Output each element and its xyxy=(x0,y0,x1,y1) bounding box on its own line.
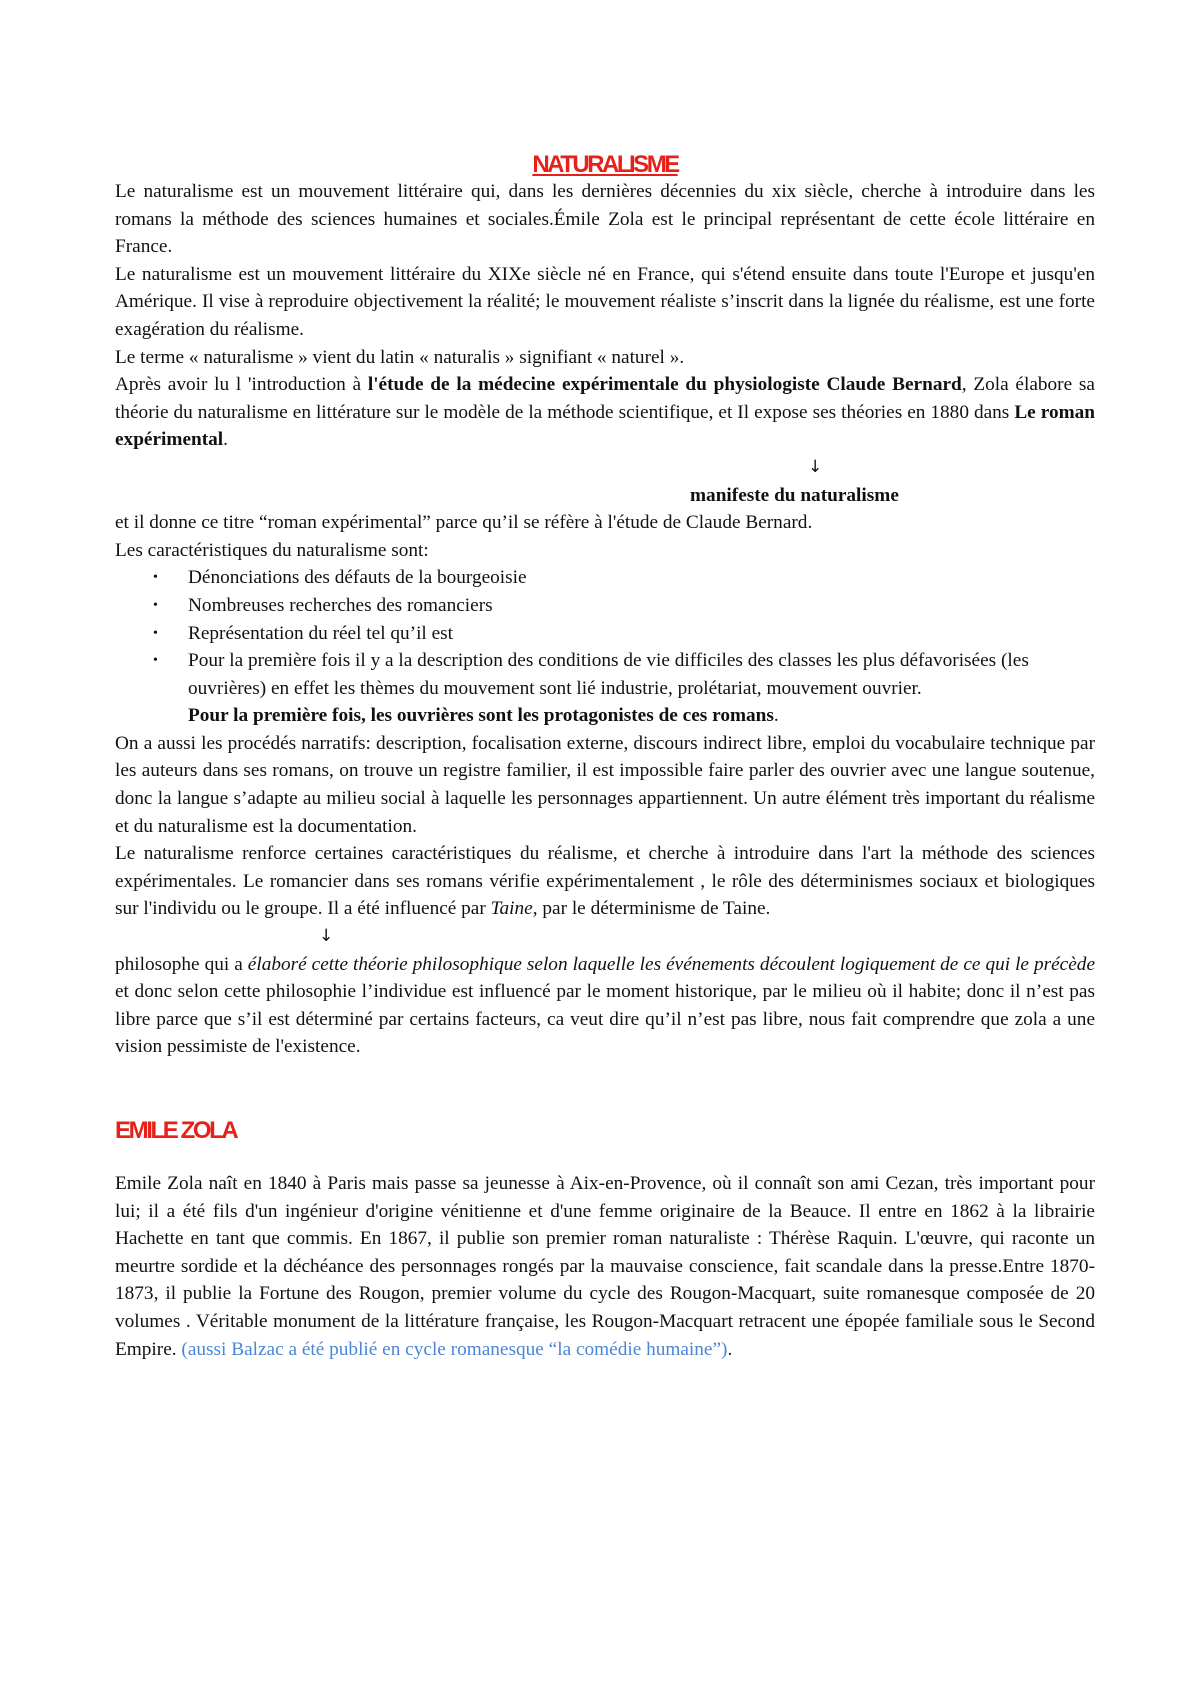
paragraph-narrative-devices: On a aussi les procédés narratifs: description, focalisation externe, discours indirect libre, emploi du vocabulaire technique par les auteurs dans ses romans, on trouve un registre familier, il est impossible faire parler des ouvrier avec une langue soutenue, donc la langue s’adapte au milieu social à laquelle les personnages appartiennent. Un autre élément très important du réalisme et du naturalisme est la documentation. xyxy=(115,732,1095,837)
bold-study-title: l'étude de la médecine expérimentale du physiologiste Claude Bernard xyxy=(367,374,962,396)
paragraph-origin: Le naturalisme est un mouvement littéraire du XIXe siècle né en France, qui s'étend ensuite dans toute l'Europe et jusqu'en Amérique. Il vise à reproduire objectivement la réalité; le mouvement réaliste s’inscrit dans la lignée du réalisme, est une forte exagération du réalisme. xyxy=(115,263,1095,340)
text-run: . xyxy=(773,705,779,727)
paragraph-title-reason: et il donne ce titre “roman expérimental” parce qu’il se réfère à l'étude de Claude Bernard. xyxy=(115,512,813,534)
text-run: , par le déterminisme de Taine. xyxy=(532,898,771,920)
text-run: Emile Zola naît en 1840 à Paris mais passe sa jeunesse à Aix-en-Provence, où il connaît son ami Cezan, très important pour lui; il a été fils d'un ingénieur d'origine vénitienne et d'une femme originaire de la Beauce. Il entre en 1862 à la librairie Hachette en tant que commis. En 1867, il publie son premier roman naturaliste : Thérèse Raquin. L'œuvre, qui raconte un meurtre sordide et la déchéance des personnages rongés par la mauvaise conscience, fait scandale dans la presse.Entre 1870-1873, il publie la Fortune des Rougon, premier volume du cycle des Rougon-Macquart, suite romanesque composée de 20 volumes . Véritable monument de la littérature française, les Rougon-Macquart retracent une épopée familiale sous le Second Empire. xyxy=(115,1173,1095,1360)
text-run: Le naturalisme renforce certaines caractéristiques du réalisme, et cherche à introduire dans l'art la méthode des sciences expérimentales. Le romancier dans ses romans vérifie expérimentalement , le rôle des déterminismes sociaux et biologiques sur l'individu ou le groupe. Il a été influencé par xyxy=(115,843,1095,920)
text-run: Après avoir lu l 'introduction à xyxy=(115,374,368,396)
arrow-line xyxy=(115,454,1095,482)
text-run: . xyxy=(727,1338,733,1360)
down-arrow-icon: ↓ xyxy=(319,926,334,947)
italic-taine: Taine xyxy=(490,898,533,920)
list-item-text: Pour la première fois il y a la description des conditions de vie difficiles des classes les plus défavorisées (les ouvrières) en effet les thèmes du mouvement sont lié industrie, prolétariat, mouvement ouvrier. xyxy=(188,650,1029,699)
emile-zola-title: EMILE ZOLA xyxy=(115,1117,237,1144)
bullet-icon: • xyxy=(153,570,158,586)
protagonists-statement xyxy=(115,702,1095,730)
list-item xyxy=(115,620,1095,648)
arrow-line xyxy=(115,923,1095,951)
down-arrow-icon: ↓ xyxy=(808,456,823,477)
bullet-icon: • xyxy=(153,597,158,613)
text-run: . xyxy=(223,429,228,451)
list-item xyxy=(115,647,1095,702)
text-run: , Zola élabore sa théorie du naturalisme en littérature sur le modèle de la méthode scientifique, et Il expose ses théories en 1880 dans xyxy=(115,374,1095,423)
bold-protagonists: Pour la première fois, les ouvrières sont les protagonistes de ces romans xyxy=(188,705,774,727)
section-spacer xyxy=(115,1146,1095,1170)
list-item-text: Nombreuses recherches des romanciers xyxy=(188,594,493,616)
balzac-note: (aussi Balzac a été publié en cycle romanesque “la comédie humaine”) xyxy=(181,1338,728,1360)
text-run: philosophe qui a xyxy=(115,953,248,975)
characteristics-intro: Les caractéristiques du naturalisme sont: xyxy=(115,539,429,561)
paragraph-claude-bernard xyxy=(115,371,1095,454)
paragraph-etymology: Le terme « naturalisme » vient du latin « naturalis » signifiant « naturel ». xyxy=(115,346,685,368)
paragraph-zola-biography xyxy=(115,1170,1095,1363)
list-item-text: Représentation du réel tel qu’il est xyxy=(188,622,454,644)
manifeste-label: manifeste du naturalisme xyxy=(690,484,899,506)
characteristics-list xyxy=(115,564,1095,702)
document-page xyxy=(115,150,1095,1363)
paragraph-definition: Le naturalisme est un mouvement littéraire qui, dans les dernières décennies du xix siècle, cherche à introduire dans les romans la méthode des sciences humaines et sociales.Émile Zola est le principal représentant de cette école littéraire en France. xyxy=(115,181,1095,258)
naturalisme-title: NATURALISME xyxy=(532,151,678,178)
paragraph-taine xyxy=(115,840,1095,923)
section-spacer xyxy=(115,1061,1095,1116)
list-item-text: Dénonciations des défauts de la bourgeoisie xyxy=(188,567,527,589)
bullet-icon: • xyxy=(153,653,158,669)
list-item xyxy=(115,592,1095,620)
paragraph-philosophy xyxy=(115,951,1095,1061)
italic-theory: élaboré cette théorie philosophique selon laquelle les événements découlent logiquement de ce qui le précède xyxy=(247,953,1095,975)
list-item xyxy=(115,564,1095,592)
bullet-icon: • xyxy=(153,625,158,641)
text-run: et donc selon cette philosophie l’individue est influencé par le moment historique, par le milieu où il habite; donc il n’est pas libre parce que s’il est déterminé par certains facteurs, ca veut dire qu’il n’est pas libre, nous fait comprendre que zola a une vision pessimiste de l'existence. xyxy=(115,981,1095,1058)
bold-roman-experimental: Le roman expérimental xyxy=(115,401,1096,451)
